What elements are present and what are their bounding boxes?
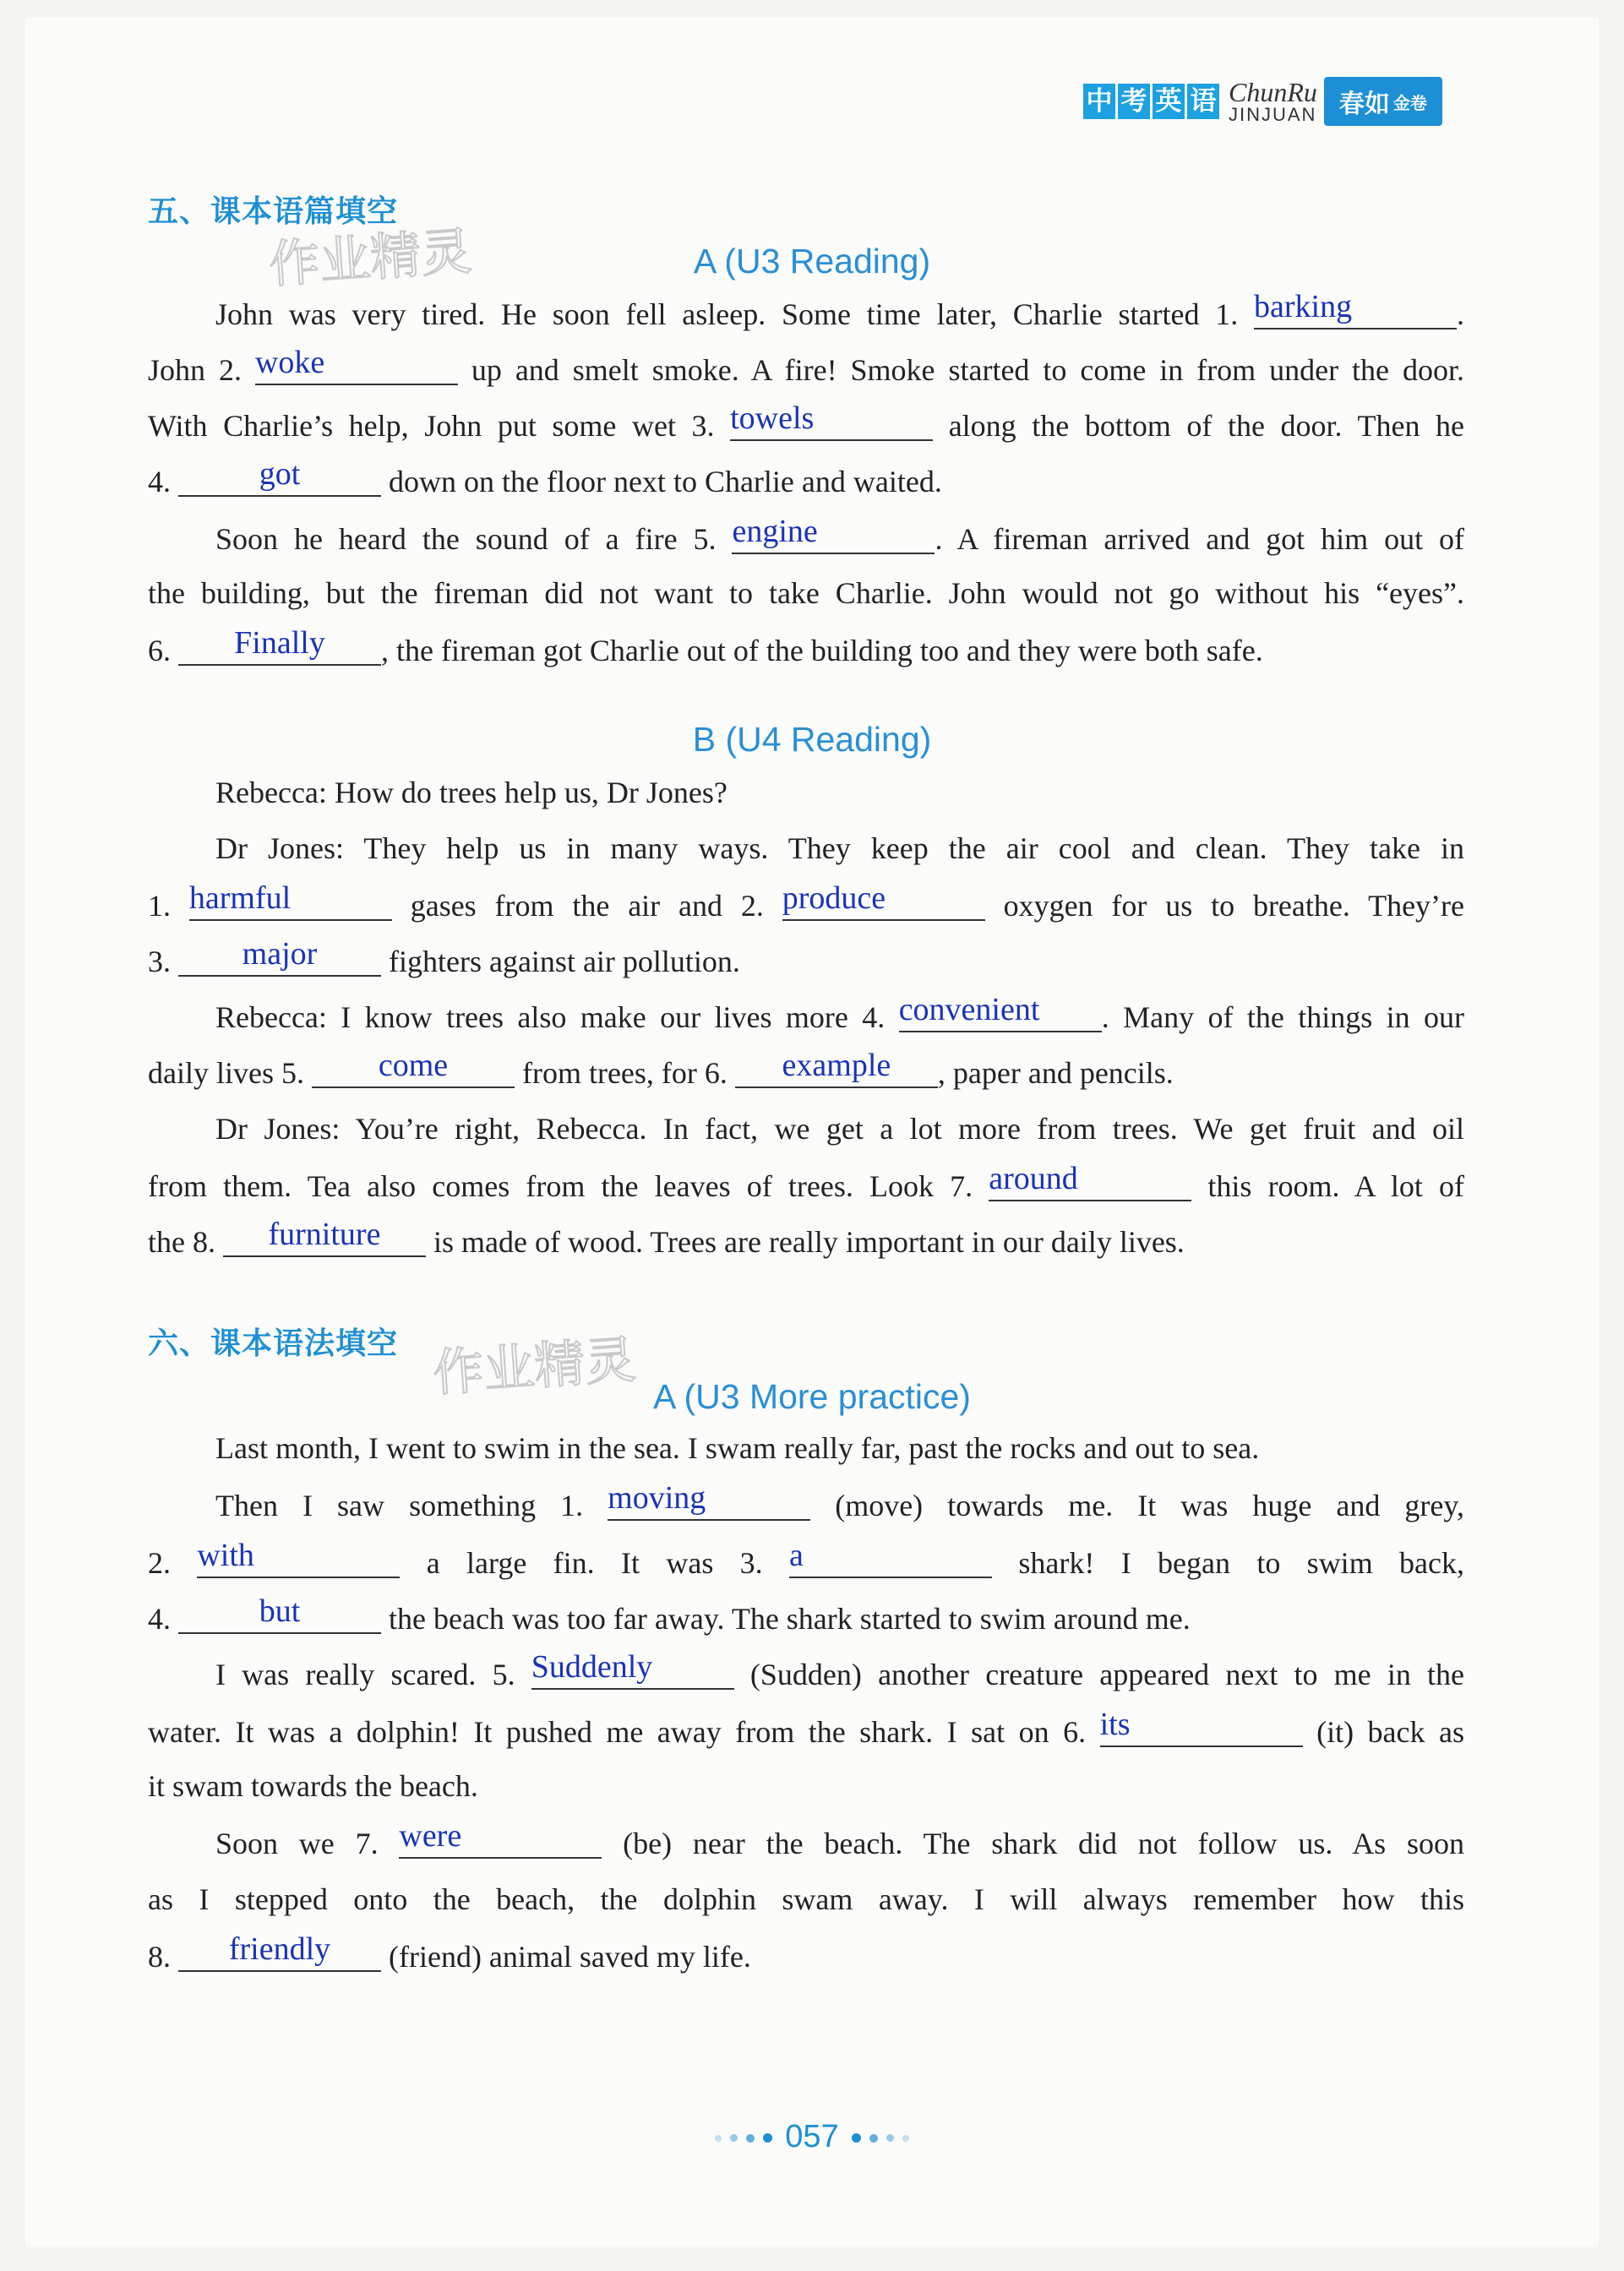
text-line	[148, 1818, 1464, 1860]
handwritten-answer: friendly	[228, 1931, 331, 1967]
header-logo	[1083, 74, 1463, 128]
text-line	[148, 1707, 1464, 1749]
handwritten-answer: got	[259, 456, 301, 492]
answer-blank[interactable]	[898, 992, 1102, 1032]
text-line	[148, 1649, 1465, 1691]
handwritten-answer: its	[1099, 1707, 1131, 1742]
handwritten-answer: produce	[782, 880, 886, 916]
text-line	[148, 456, 1464, 498]
answer-blank[interactable]	[188, 880, 392, 921]
handwritten-answer: a	[789, 1538, 804, 1573]
line-text: Dr Jones: You’re right, Rebecca. In fact, we get a lot more from trees. We get fruit and oil	[215, 1112, 1464, 1146]
line-text: . A fireman arrived and got him out of	[935, 522, 1465, 556]
page-number: 057	[785, 2119, 839, 2154]
line-text: it swam towards the beach.	[148, 1769, 478, 1803]
answer-blank[interactable]	[732, 514, 935, 554]
line-text: 2.	[148, 1546, 198, 1580]
watermark: 作业精灵	[267, 221, 474, 296]
handwritten-answer: woke	[254, 345, 325, 380]
answer-blank[interactable]	[608, 1480, 810, 1521]
line-text: Dr Jones: They help us in many ways. They keep the air cool and clean. They take in	[215, 831, 1464, 865]
line-text: along the bottom of the door. Then he	[933, 409, 1464, 443]
logo-char: 语	[1187, 84, 1219, 119]
line-text: gases from the air and 2.	[391, 889, 782, 923]
text-line	[148, 345, 1464, 387]
text-line	[148, 992, 1465, 1034]
line-text: John 2.	[148, 353, 255, 387]
section5-b-title: B (U4 Reading)	[692, 720, 932, 759]
logo-char: 考	[1118, 84, 1150, 119]
section6-a-title: A (U3 More practice)	[653, 1377, 971, 1416]
line-text: the building, but the fireman did not want to take Charlie. John would not go without his “eyes”.	[148, 576, 1464, 610]
handwritten-answer: were	[399, 1818, 462, 1854]
section5-title: 五、课本语篇填空	[148, 194, 399, 229]
handwritten-answer: but	[259, 1593, 301, 1629]
line-text: from them. Tea also comes from the leaves of trees. Look 7.	[148, 1169, 989, 1203]
text-line	[148, 289, 1464, 331]
text-line	[148, 578, 1464, 608]
logo-en-line1: ChunRu	[1229, 77, 1317, 107]
line-text: oxygen for us to breathe. They’re	[984, 889, 1465, 923]
answer-blank[interactable]	[1254, 289, 1457, 329]
line-text: Soon we 7.	[215, 1827, 400, 1860]
text-line	[148, 514, 1465, 556]
line-text: a large fin. It was 3.	[400, 1546, 790, 1580]
line-text: 4.	[148, 1602, 178, 1636]
line-text: , the fireman got Charlie out of the building too and they were both safe.	[381, 634, 1263, 667]
answer-blank[interactable]	[789, 1538, 992, 1578]
text-line	[148, 1593, 1464, 1636]
text-line	[148, 1433, 1464, 1463]
text-line	[148, 1884, 1464, 1914]
section6-title: 六、课本语法填空	[148, 1326, 399, 1361]
handwritten-answer: harmful	[188, 880, 292, 916]
section5-a-title: A (U3 Reading)	[693, 242, 931, 280]
handwritten-answer: Suddenly	[531, 1649, 653, 1685]
text-line	[148, 936, 1464, 978]
handwritten-answer: convenient	[898, 992, 1040, 1027]
answer-blank[interactable]	[197, 1538, 400, 1578]
handwritten-answer: example	[782, 1048, 891, 1083]
handwritten-answer: moving	[608, 1480, 706, 1516]
line-text: the beach was too far away. The shark started to swim around me.	[381, 1602, 1191, 1636]
text-line	[148, 1217, 1464, 1259]
line-text: as I stepped onto the beach, the dolphin swam away. I will always remember how this	[148, 1882, 1464, 1916]
answer-blank[interactable]	[178, 1931, 381, 1972]
logo-en	[1229, 79, 1317, 124]
text-line	[148, 880, 1465, 923]
watermark: 作业精灵	[431, 1330, 638, 1404]
text-line	[148, 1161, 1464, 1203]
answer-blank[interactable]	[399, 1818, 602, 1859]
handwritten-answer: engine	[732, 514, 818, 549]
line-text: 6.	[148, 634, 178, 667]
line-text: (move) towards me. It was huge and grey,	[810, 1489, 1465, 1522]
answer-blank[interactable]	[254, 345, 458, 385]
answer-blank[interactable]	[223, 1217, 426, 1257]
line-text: Rebecca: I know trees also make our lives more 4.	[215, 1000, 899, 1034]
line-text: 8.	[148, 1940, 178, 1974]
line-text: (friend) animal saved my life.	[381, 1940, 751, 1974]
line-text: 4.	[148, 465, 178, 498]
handwritten-answer: major	[242, 936, 318, 972]
answer-blank[interactable]	[735, 1048, 938, 1088]
line-text: With Charlie’s help, John put some wet 3.	[148, 409, 731, 443]
line-text: 3.	[148, 945, 178, 978]
logo-brand-text: 春如	[1338, 90, 1390, 119]
text-line	[148, 833, 1464, 863]
answer-blank[interactable]	[312, 1048, 515, 1088]
line-text: this room. A lot of	[1191, 1169, 1464, 1203]
line-text: Then I saw something 1.	[215, 1489, 608, 1522]
line-text: . Many of the things in our	[1101, 1000, 1465, 1034]
logo-char: 英	[1153, 84, 1185, 119]
logo-en-line2: JINJUAN	[1229, 104, 1317, 125]
text-line	[148, 1048, 1464, 1090]
line-text: up and smelt smoke. A fire! Smoke started to come in from under the door.	[457, 353, 1464, 387]
handwritten-answer: towels	[730, 400, 815, 436]
text-line	[148, 1931, 1464, 1974]
answer-blank[interactable]	[178, 936, 381, 977]
logo-brand-sub: 金卷	[1392, 92, 1427, 113]
text-line	[148, 1771, 1464, 1801]
text-line	[148, 1538, 1464, 1580]
line-text: down on the floor next to Charlie and waited.	[381, 465, 942, 498]
answer-blank[interactable]	[989, 1161, 1191, 1201]
text-line	[148, 625, 1464, 667]
answer-blank[interactable]	[782, 880, 985, 921]
line-text: shark! I began to swim back,	[992, 1546, 1464, 1580]
line-text: Rebecca: How do trees help us, Dr Jones?	[215, 776, 728, 809]
line-text: fighters against air pollution.	[381, 945, 740, 978]
answer-blank[interactable]	[178, 1593, 381, 1634]
logo-cn	[1083, 84, 1222, 119]
answer-blank[interactable]	[178, 625, 381, 666]
answer-blank[interactable]	[730, 400, 933, 441]
line-text: (it) back as	[1302, 1715, 1464, 1749]
text-line	[148, 1114, 1464, 1144]
text-line	[148, 777, 1464, 808]
handwritten-answer: Finally	[234, 625, 325, 661]
line-text: daily lives 5.	[148, 1056, 312, 1090]
answer-blank[interactable]	[1099, 1707, 1303, 1747]
line-text: from trees, for 6.	[514, 1056, 735, 1090]
line-text: water. It was a dolphin! It pushed me away from the shark. I sat on 6.	[148, 1715, 1100, 1749]
handwritten-answer: around	[989, 1161, 1078, 1196]
line-text: Soon he heard the sound of a fire 5.	[215, 522, 733, 556]
handwritten-answer: furniture	[268, 1217, 381, 1252]
line-text: , paper and pencils.	[937, 1056, 1174, 1090]
handwritten-answer: with	[197, 1538, 254, 1573]
line-text: .	[1457, 297, 1464, 331]
line-text: I was really scared. 5.	[215, 1658, 531, 1691]
answer-blank[interactable]	[531, 1649, 734, 1690]
line-text: (be) near the beach. The shark did not follow us. As soon	[602, 1827, 1464, 1860]
line-text: 1.	[148, 889, 189, 923]
handwritten-answer: barking	[1254, 289, 1353, 324]
text-line	[148, 1480, 1465, 1522]
line-text: Last month, I went to swim in the sea. I swam really far, past the rocks and out to sea.	[215, 1431, 1260, 1465]
line-text: (Sudden) another creature appeared next to me in the	[733, 1658, 1465, 1691]
logo-brand	[1324, 77, 1442, 126]
line-text: the 8.	[148, 1225, 223, 1259]
page-number-bar	[0, 2119, 1624, 2155]
line-text: John was very tired. He soon fell asleep. Some time later, Charlie started 1.	[215, 297, 1254, 331]
logo-char: 中	[1083, 84, 1115, 119]
line-text: is made of wood. Trees are really important in our daily lives.	[425, 1225, 1185, 1259]
answer-blank[interactable]	[178, 456, 381, 497]
handwritten-answer: come	[378, 1048, 449, 1083]
text-line	[148, 400, 1464, 443]
